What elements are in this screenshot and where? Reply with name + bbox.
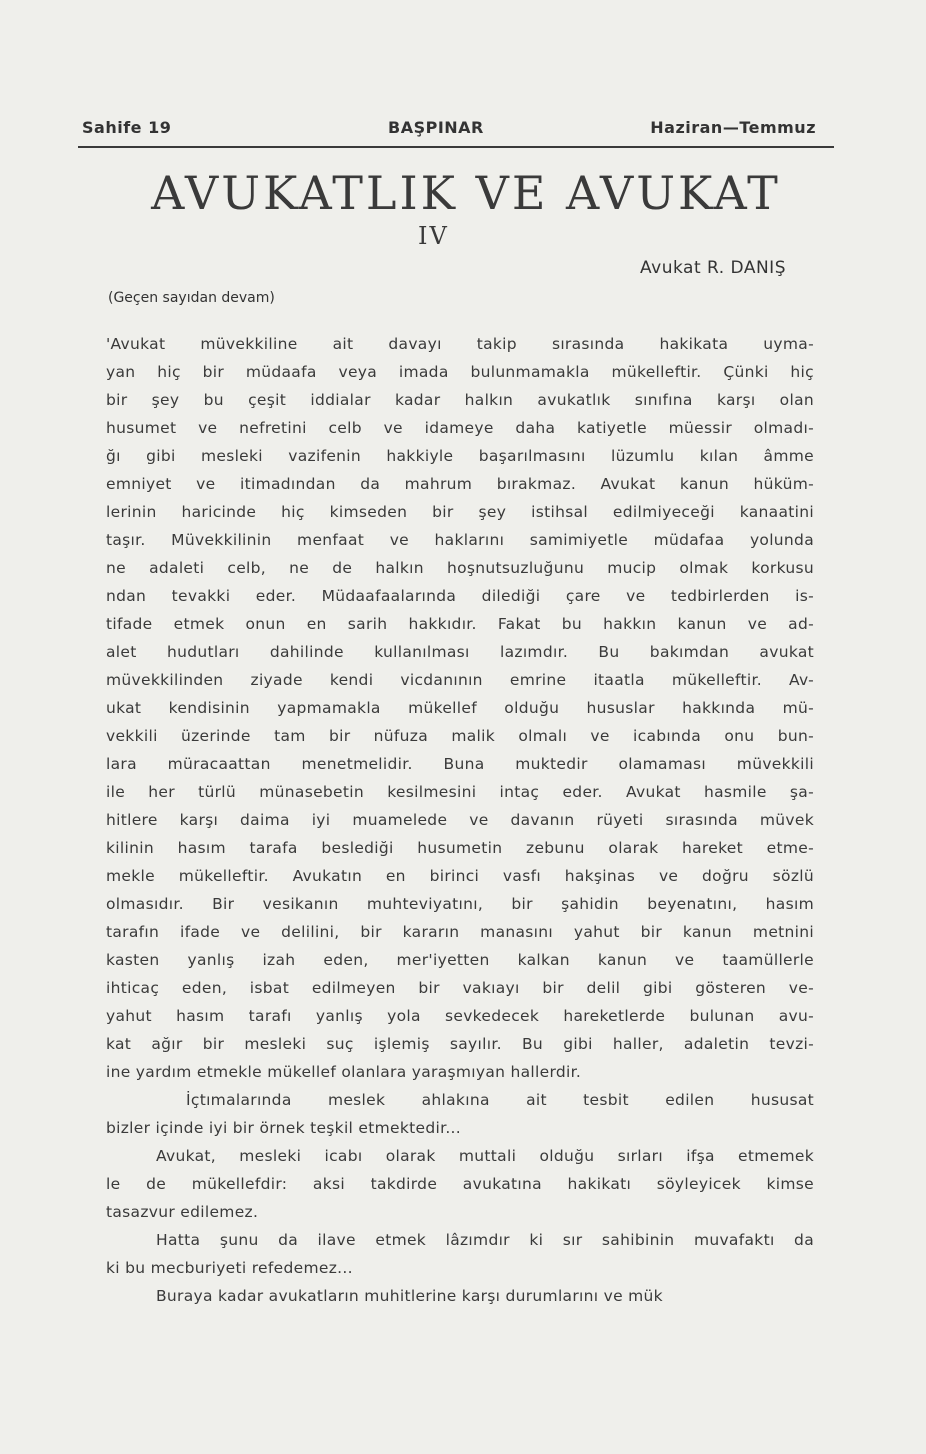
text-line: yahut hasım tarafı yanlış yola sevkedecek hareketlerde bulunan avu- — [106, 1007, 814, 1025]
text-line: hitlere karşı daima iyi muamelede ve davanın rüyeti sırasında müvek — [106, 811, 814, 829]
text-line: lerinin haricinde hiç kimseden bir şey istihsal edilmiyeceği kanaatini — [106, 503, 814, 521]
journal-name: BAŞPINAR — [388, 118, 484, 137]
text-line: Buraya kadar avukatların muhitlerine karşı durumlarını ve mük — [156, 1287, 663, 1305]
text-line: ne adaleti celb, ne de halkın hoşnutsuzluğunu mucip olmak korkusu — [106, 559, 814, 577]
text-line: ihticaç eden, isbat edilmeyen bir vakıayı bir delil gibi gösteren ve- — [106, 979, 814, 997]
text-line: lara müracaattan menetmelidir. Buna muktedir olamaması müvekkili — [106, 755, 814, 773]
text-line: ki bu mecburiyeti refedemez... — [106, 1259, 353, 1277]
text-line: tarafın ifade ve delilini, bir kararın manasını yahut bir kanun metnini — [106, 923, 814, 941]
text-line: le de mükellefdir: aksi takdirde avukatına hakikatı söyleyicek kimse — [106, 1175, 814, 1193]
article-part: IV — [418, 222, 449, 250]
text-line: alet hudutları dahilinde kullanılması lazımdır. Bu bakımdan avukat — [106, 643, 814, 661]
text-line: ine yardım etmekle mükellef olanlara yaraşmıyan hallerdir. — [106, 1063, 582, 1081]
text-line: ukat kendisinin yapmamakla mükellef olduğu hususlar hakkında mü- — [106, 699, 814, 717]
text-line: olmasıdır. Bir vesikanın muhteviyatını, bir şahidin beyenatını, hasım — [106, 895, 814, 913]
text-line: ndan tevakki eder. Müdaafaalarında dilediği çare ve tedbirlerden is- — [106, 587, 814, 605]
text-line: emniyet ve itimadından da mahrum bırakmaz. Avukat kanun hüküm- — [106, 475, 814, 493]
text-line: tasazvur edilemez. — [106, 1203, 259, 1221]
text-line: bizler içinde iyi bir örnek teşkil etmektedir... — [106, 1119, 462, 1137]
page-number: Sahife 19 — [82, 118, 172, 137]
continued-note: (Geçen sayıdan devam) — [108, 290, 275, 306]
article-title: AVUKATLIK VE AVUKAT — [151, 166, 781, 220]
text-line: Avukat, mesleki icabı olarak muttali olduğu sırları ifşa etmemek — [156, 1147, 814, 1165]
issue-date: Haziran—Temmuz — [650, 118, 816, 137]
header-rule — [78, 146, 834, 148]
text-line: müvekkilinden ziyade kendi vicdanının emrine itaatla mükelleftir. Av- — [106, 671, 814, 689]
text-line: Hatta şunu da ilave etmek lâzımdır ki sır sahibinin muvafaktı da — [156, 1231, 814, 1249]
article-author: Avukat R. DANIŞ — [640, 258, 786, 278]
text-line: İçtımalarında meslek ahlakına ait tesbit edilen hususat — [186, 1091, 814, 1109]
text-line: vekkili üzerinde tam bir nüfuza malik olmalı ve icabında onu bun- — [106, 727, 814, 745]
text-line: kilinin hasım tarafa beslediği husumetin zebunu olarak hareket etme- — [106, 839, 814, 857]
text-line: 'Avukat müvekkiline ait davayı takip sırasında hakikata uyma- — [106, 335, 814, 353]
text-line: ğı gibi mesleki vazifenin hakkiyle başarılmasını lüzumlu kılan âmme — [106, 447, 814, 465]
text-line: kasten yanlış izah eden, mer'iyetten kalkan kanun ve taamüllerle — [106, 951, 814, 969]
text-line: kat ağır bir mesleki suç işlemiş sayılır. Bu gibi haller, adaletin tevzi- — [106, 1035, 814, 1053]
text-line: taşır. Müvekkilinin menfaat ve haklarını samimiyetle müdafaa yolunda — [106, 531, 814, 549]
text-line: tifade etmek onun en sarih hakkıdır. Fakat bu hakkın kanun ve ad- — [106, 615, 814, 633]
text-line: mekle mükelleftir. Avukatın en birinci vasfı hakşinas ve doğru sözlü — [106, 867, 814, 885]
article-body — [106, 330, 814, 1310]
text-line: husumet ve nefretini celb ve idameye daha katiyetle müessir olmadı- — [106, 419, 814, 437]
text-line: bir şey bu çeşit iddialar kadar halkın avukatlık sınıfına karşı olan — [106, 391, 814, 409]
text-line: yan hiç bir müdaafa veya imada bulunmamakla mükelleftir. Çünki hiç — [106, 363, 814, 381]
text-line: ile her türlü münasebetin kesilmesini intaç eder. Avukat hasmile şa- — [106, 783, 814, 801]
